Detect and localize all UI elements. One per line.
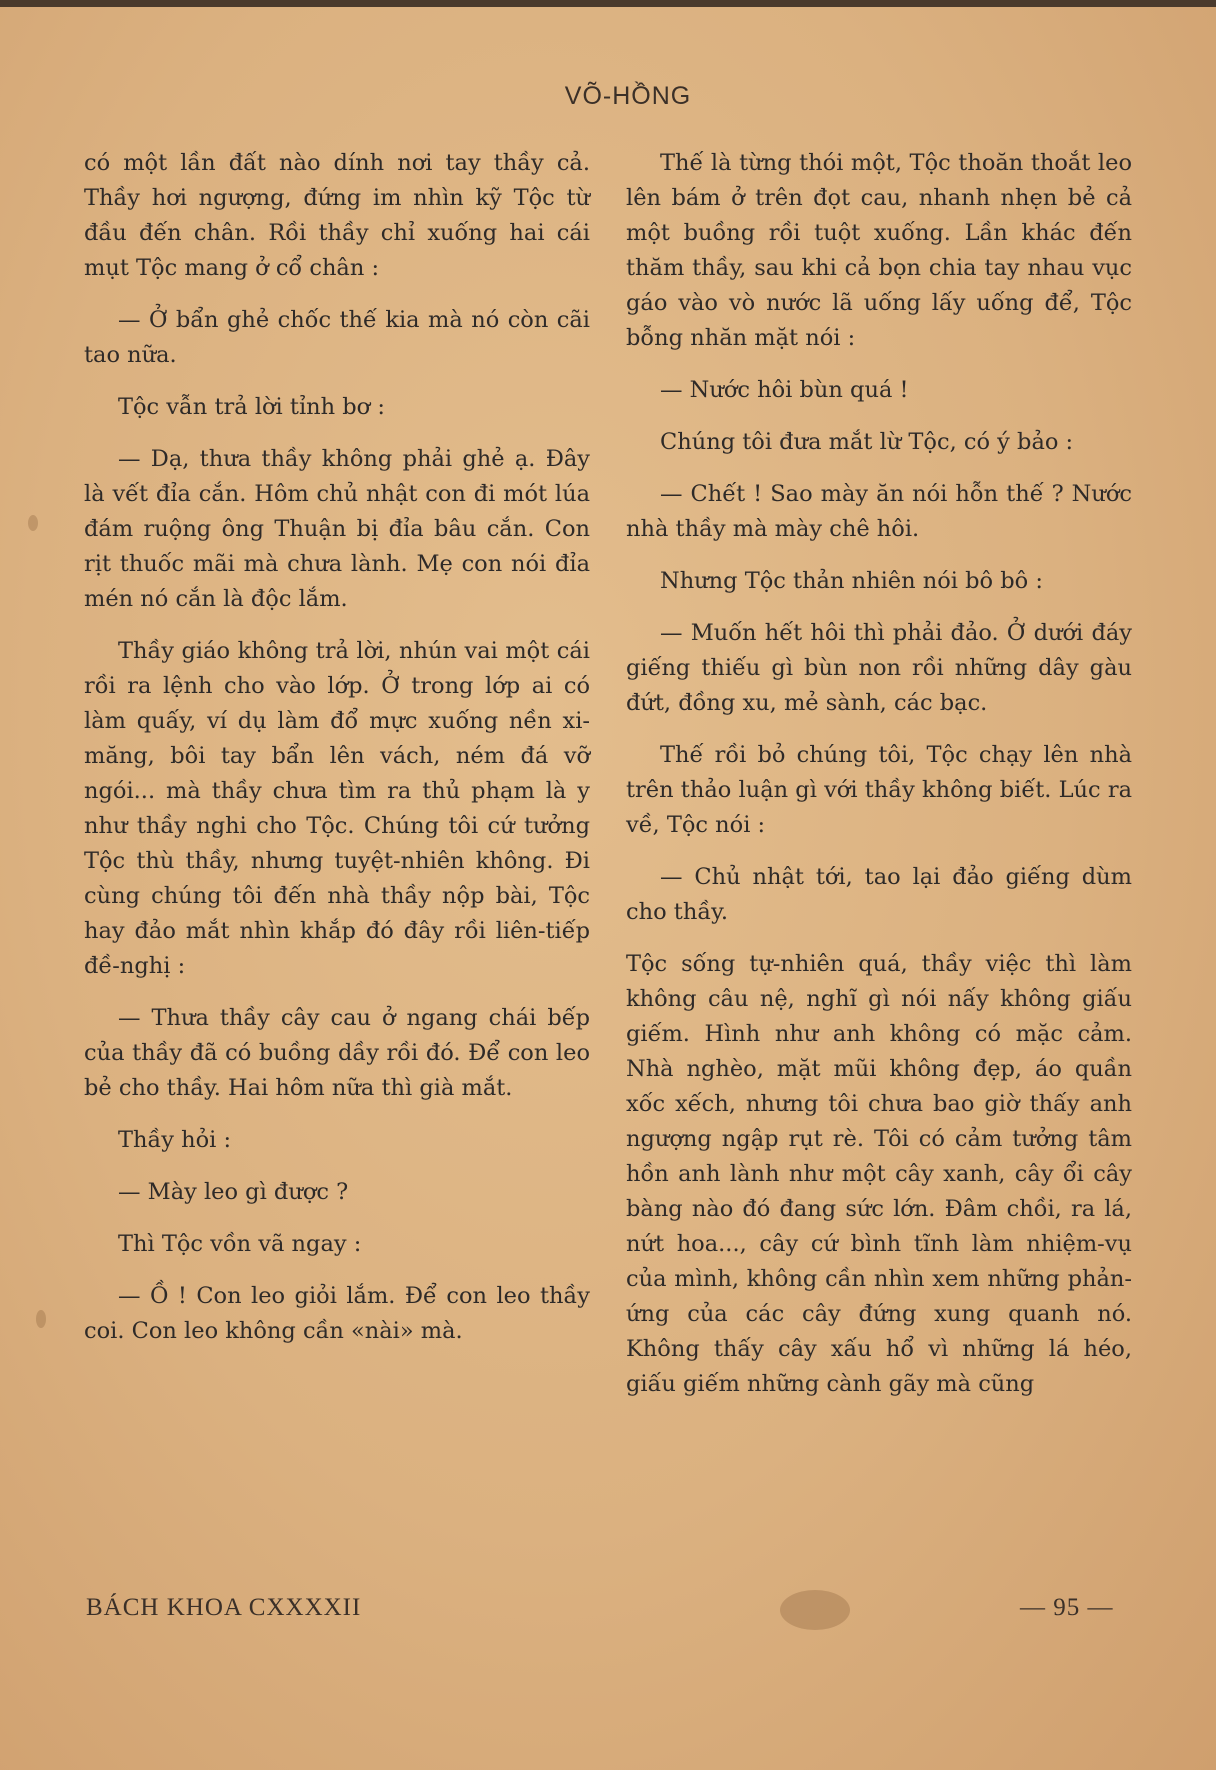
paragraph: Thầy hỏi : bbox=[118, 1127, 232, 1153]
paragraph: Thầy giáo không trả lời, nhún vai một cái rồi ra lệnh cho vào lớp. Ở trong lớp ai có làm quấy, ví dụ làm đổ mực xuống nền xi-măng, bôi tay bẩn lên vách, ném đá vỡ ngói... mà thầy chưa tìm ra thủ phạm là y như thầy nghi cho Tộc. Chúng tôi cứ tưởng Tộc thù thầy, nhưng tuyệt-nhiên không. Đi cùng chúng tôi đến nhà thầy nộp bài, Tộc hay đảo mắt nhìn khắp đó đây rồi liên-tiếp đề-nghị : bbox=[84, 638, 590, 979]
paper-stain bbox=[36, 1310, 46, 1328]
paragraph: — Dạ, thưa thầy không phải ghẻ ạ. Đây là vết đỉa cắn. Hôm chủ nhật con đi mót lúa đám ruộng ông Thuận bị đỉa bâu cắn. Con rịt thuốc mãi mà chưa lành. Mẹ con nói đỉa mén nó cắn là độc lắm. bbox=[84, 446, 590, 612]
paragraph: — Chết ! Sao mày ăn nói hỗn thế ? Nước nhà thầy mà mày chê hôi. bbox=[626, 481, 1132, 542]
paragraph: — Mày leo gì được ? bbox=[118, 1179, 349, 1205]
paragraph: Tộc vẫn trả lời tỉnh bơ : bbox=[118, 394, 385, 420]
paragraph: — Ồ ! Con leo giỏi lắm. Để con leo thầy coi. Con leo không cần «nài» mà. bbox=[84, 1283, 590, 1344]
publication-footer: BÁCH KHOA CXXXXII bbox=[86, 1594, 362, 1621]
left-text-column bbox=[84, 146, 590, 1366]
paragraph: — Nước hôi bùn quá ! bbox=[660, 377, 909, 403]
paragraph: — Muốn hết hôi thì phải đảo. Ở dưới đáy giếng thiếu gì bùn non rồi những dây gàu đứt, đồng xu, mẻ sành, các bạc. bbox=[626, 620, 1132, 716]
top-border bbox=[0, 0, 1216, 7]
right-text-column bbox=[626, 146, 1132, 1419]
paragraph: Chúng tôi đưa mắt lừ Tộc, có ý bảo : bbox=[660, 429, 1074, 455]
paragraph: có một lần đất nào dính nơi tay thầy cả. Thầy hơi ngượng, đứng im nhìn kỹ Tộc từ đầu đến chân. Rồi thầy chỉ xuống hai cái mụt Tộc mang ở cổ chân : bbox=[84, 150, 590, 281]
paragraph: Thế là từng thói một, Tộc thoăn thoắt leo lên bám ở trên đọt cau, nhanh nhẹn bẻ cả một buồng rồi tuột xuống. Lần khác đến thăm thầy, sau khi cả bọn chia tay nhau vục gáo vào vò nước lã uống lấy uống để, Tộc bỗng nhăn mặt nói : bbox=[626, 150, 1132, 351]
running-header: VÕ-HỒNG bbox=[564, 82, 692, 110]
paper-stain bbox=[780, 1590, 850, 1630]
paragraph: Tộc sống tự-nhiên quá, thầy việc thì làm không câu nệ, nghĩ gì nói nấy không giấu giếm. Hình như anh không có mặc cảm. Nhà nghèo, mặt mũi không đẹp, áo quần xốc xếch, nhưng tôi chưa bao giờ thấy anh ngượng ngập rụt rè. Tôi có cảm tưởng tâm hồn anh lành như một cây xanh, cây ổi cây bàng nào đó đang sức lớn. Đâm chồi, ra lá, nứt hoa..., cây cứ bình tĩnh làm nhiệm-vụ của mình, không cần nhìn xem những phản-ứng của các cây đứng xung quanh nó. Không thấy cây xấu hổ vì những lá héo, giấu giếm những cành gãy mà cũng bbox=[626, 951, 1132, 1397]
paragraph: Nhưng Tộc thản nhiên nói bô bô : bbox=[660, 568, 1043, 594]
page-number: — 95 — bbox=[1020, 1594, 1114, 1621]
paragraph: Thế rồi bỏ chúng tôi, Tộc chạy lên nhà trên thảo luận gì với thầy không biết. Lúc ra về, Tộc nói : bbox=[626, 742, 1132, 838]
paragraph: — Ở bẩn ghẻ chốc thế kia mà nó còn cãi tao nữa. bbox=[84, 307, 590, 368]
paragraph: Thì Tộc vồn vã ngay : bbox=[118, 1231, 362, 1257]
paragraph: — Chủ nhật tới, tao lại đảo giếng dùm cho thầy. bbox=[626, 864, 1132, 925]
paper-stain bbox=[28, 515, 38, 531]
paragraph: — Thưa thầy cây cau ở ngang chái bếp của thầy đã có buồng dầy rồi đó. Để con leo bẻ cho thầy. Hai hôm nữa thì già mắt. bbox=[84, 1005, 590, 1101]
